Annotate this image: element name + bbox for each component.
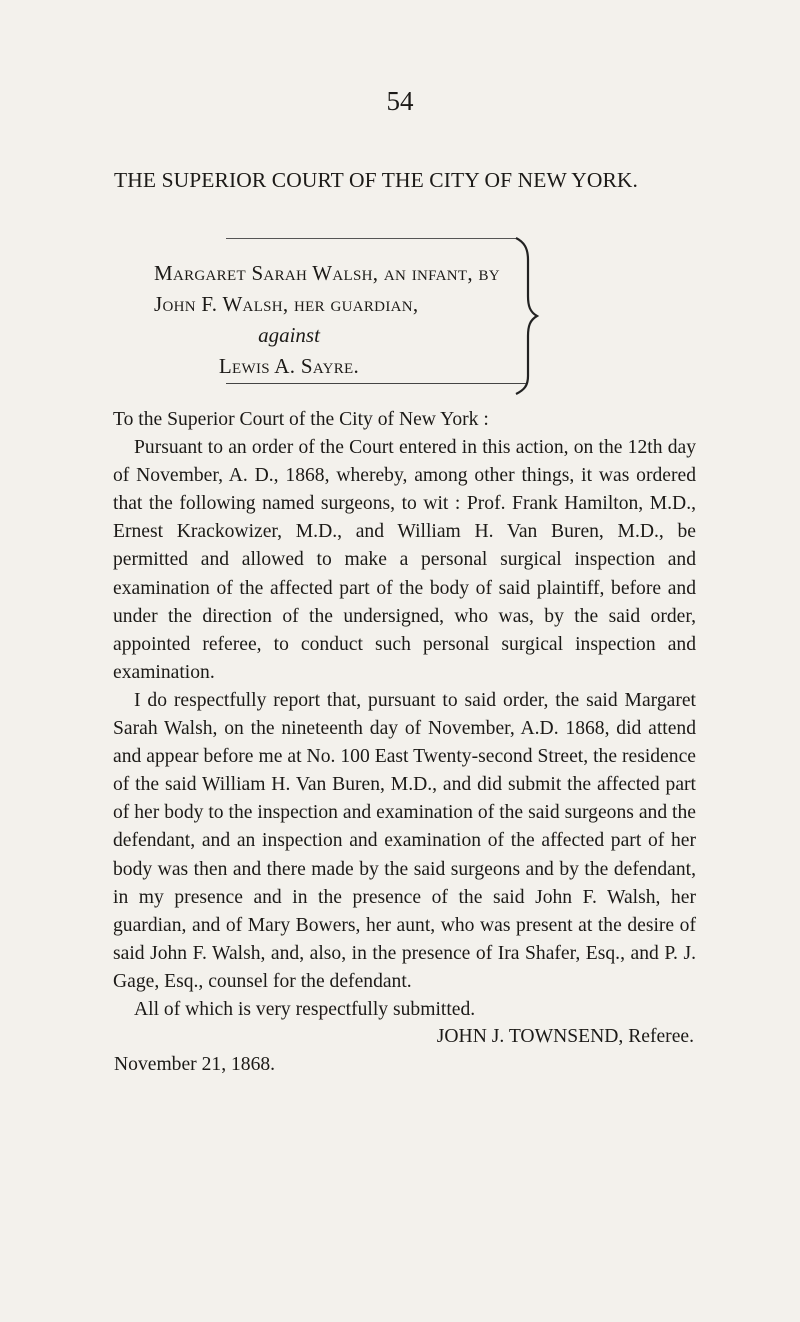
paragraph-order: Pursuant to an order of the Court entered in this action, on the 12th day of November, A. D., 1868, whereby, among other things, it was ordered that the following named surgeons, to wit : Prof. Frank Hamilton, M.D., Ernest Krackowizer, M.D., and William H. Van Buren, M.D., be permitted and allowed to make a personal surgical inspection and examination of the affected part of the body of said plaintiff, before and under the direction of the undersigned, who was, by the said order, appointed referee, to conduct such personal surgical inspection and examination.: [113, 437, 696, 683]
case-caption: [154, 258, 554, 382]
caption-defendant: Lewis A. Sayre.: [218, 354, 360, 378]
caption-rule-bottom: [226, 383, 526, 384]
caption-plaintiff-line2: John F. Walsh, her guardian,: [154, 292, 419, 316]
paragraph-closing: All of which is very respectfully submitted.: [134, 998, 476, 1020]
report-body: [113, 406, 696, 1024]
paragraph-report: I do respectfully report that, pursuant to said order, the said Margaret Sarah Walsh, on the nineteenth day of November, A.D. 1868, did attend and appear before me at No. 100 East Twenty-second Street, the residence of the said William H. Van Buren, M.D., and did submit the affected part of her body to the inspection and examination of the said surgeons and the defendant, and an inspection and examination of the affected part of her body was then and there made by the said surgeons and by the defendant, in my presence and in the presence of the said John F. Walsh, her guardian, and of Mary Bowers, her aunt, who was present at the desire of said John F. Walsh, and, also, in the presence of Ira Shafer, Esq., and P. J. Gage, Esq., counsel for the defendant.: [113, 689, 696, 992]
caption-versus: against: [258, 323, 320, 347]
report-date: November 21, 1868.: [114, 1054, 276, 1075]
referee-signature: JOHN J. TOWNSEND, Referee.: [436, 1026, 694, 1047]
page-number: 54: [386, 86, 414, 116]
address-line: To the Superior Court of the City of New York :: [113, 409, 489, 430]
caption-plaintiff-line1: Margaret Sarah Walsh, an infant, by: [154, 261, 500, 285]
caption-brace-icon: [510, 236, 540, 396]
caption-rule-top: [226, 238, 516, 239]
court-title: THE SUPERIOR COURT OF THE CITY OF NEW YORK.: [114, 168, 639, 192]
